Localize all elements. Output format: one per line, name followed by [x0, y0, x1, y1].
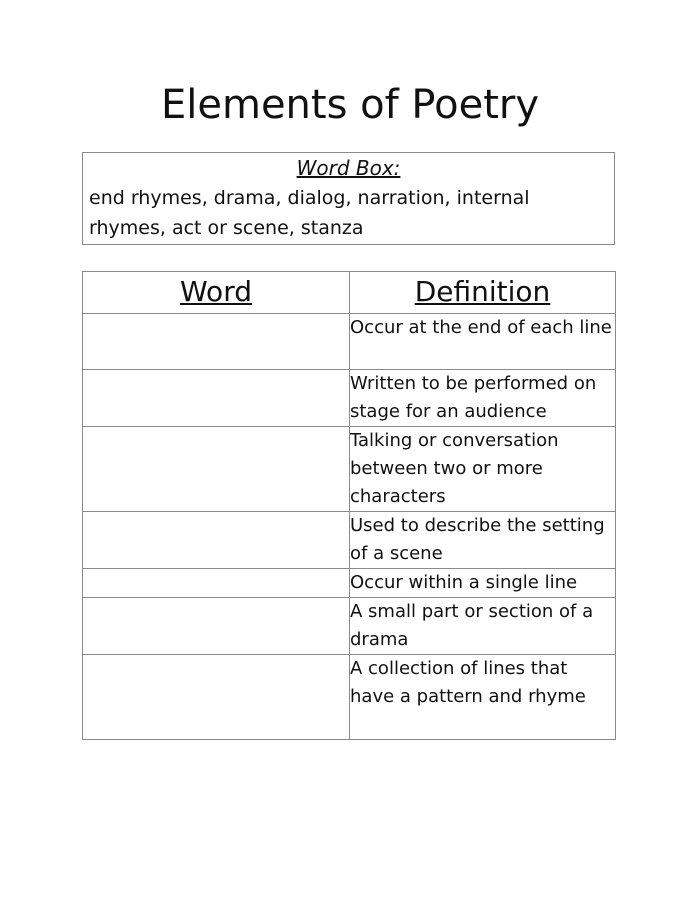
- table-row: [83, 370, 616, 427]
- word-answer-cell[interactable]: [83, 427, 350, 512]
- word-box-heading: Word Box:: [296, 156, 401, 180]
- page-title: Elements of Poetry: [160, 82, 539, 128]
- word-answer-cell[interactable]: [83, 370, 350, 427]
- word-box: [82, 152, 615, 245]
- table-row: [83, 512, 616, 569]
- table-row: [83, 569, 616, 598]
- table-row: [83, 314, 616, 370]
- definition-cell: Written to be performed on stage for an audience: [350, 370, 616, 427]
- word-answer-cell[interactable]: [83, 569, 350, 598]
- definition-cell: A collection of lines that have a pattern and rhyme: [350, 655, 616, 740]
- word-answer-cell[interactable]: [83, 314, 350, 370]
- table-row: [83, 427, 616, 512]
- word-column-header: Word: [83, 272, 350, 314]
- word-answer-cell[interactable]: [83, 655, 350, 740]
- word-answer-cell[interactable]: [83, 598, 350, 655]
- word-answer-cell[interactable]: [83, 512, 350, 569]
- word-box-list: end rhymes, drama, dialog, narration, internal rhymes, act or scene, stanza: [89, 187, 530, 239]
- table-row: [83, 655, 616, 740]
- definition-cell: Used to describe the setting of a scene: [350, 512, 616, 569]
- table-header-row: [83, 272, 616, 314]
- definition-column-header: Definition: [350, 272, 616, 314]
- definition-cell: Occur within a single line: [350, 569, 616, 598]
- definition-cell: A small part or section of a drama: [350, 598, 616, 655]
- vocabulary-table: [82, 271, 616, 740]
- table-row: [83, 598, 616, 655]
- definition-cell: Occur at the end of each line: [350, 314, 616, 370]
- definition-cell: Talking or conversation between two or more characters: [350, 427, 616, 512]
